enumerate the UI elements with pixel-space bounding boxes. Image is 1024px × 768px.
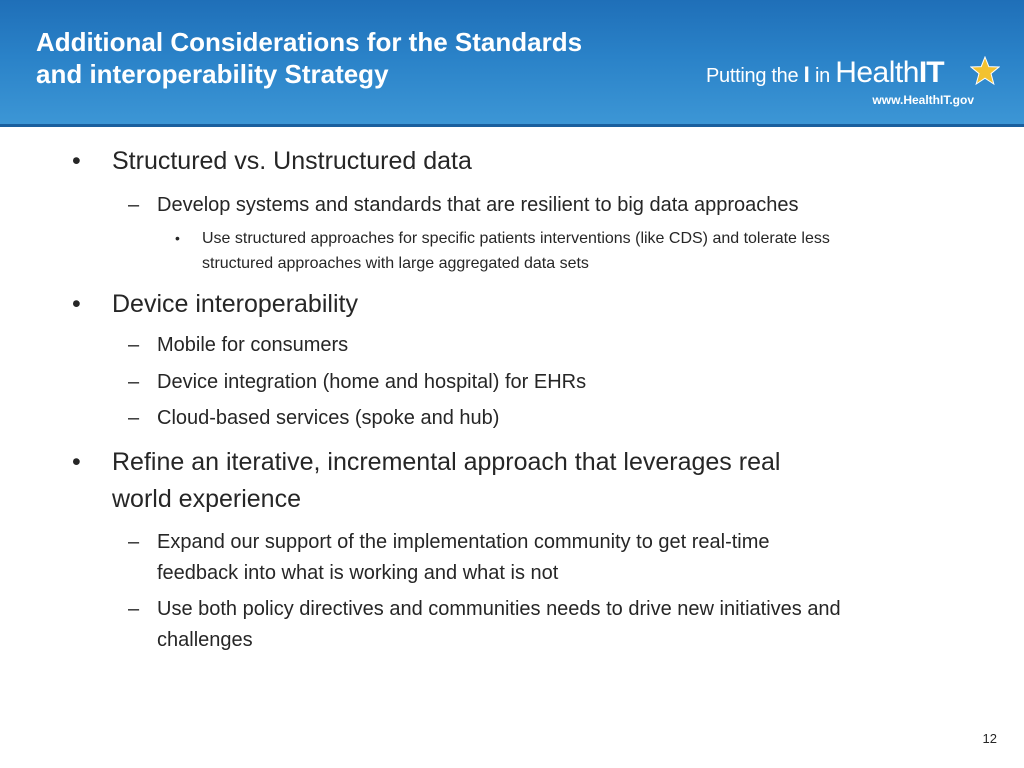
dash-symbol: – xyxy=(128,407,140,429)
slide-title-line-1: Additional Considerations for the Standards xyxy=(36,27,583,57)
bullet-text-line-2: structured approaches with large aggregated data sets xyxy=(202,255,589,272)
bullet-text-line-1: Expand our support of the implementation community to get real-time xyxy=(157,531,770,553)
bullet-text: Structured vs. Unstructured data xyxy=(112,147,472,175)
bullet-text-line-1: Use both policy directives and communities needs to drive new initiatives and xyxy=(157,598,841,620)
dash-symbol: – xyxy=(128,334,140,356)
dash-symbol: – xyxy=(128,598,140,620)
bullet-text: Device interoperability xyxy=(112,290,358,318)
dash-symbol: – xyxy=(128,531,140,553)
bullet-text: Cloud-based services (spoke and hub) xyxy=(157,407,500,429)
logo-it-text: IT xyxy=(918,56,944,89)
slide-title-line-2: and interoperability Strategy xyxy=(36,59,389,89)
logo-url: www.HealthIT.gov xyxy=(872,93,974,107)
bullet-text-line-2: feedback into what is working and what is not xyxy=(157,562,559,584)
bullet-text-line-2: challenges xyxy=(157,629,253,651)
bullet-symbol: • xyxy=(72,290,81,318)
logo-health-text: Health xyxy=(835,56,919,89)
bullet-text xyxy=(157,594,987,656)
bullet-text: Device integration (home and hospital) for EHRs xyxy=(157,371,587,393)
bullet-text xyxy=(202,226,992,276)
logo-in-text: in xyxy=(809,65,836,87)
bullet-symbol: • xyxy=(175,230,180,246)
dash-symbol: – xyxy=(128,371,140,393)
dash-symbol: – xyxy=(128,194,140,216)
bullet-text-line-2: world experience xyxy=(112,485,301,513)
page-number: 12 xyxy=(982,731,997,746)
bullet-text: Develop systems and standards that are resilient to big data approaches xyxy=(157,194,799,216)
logo-i-text: I xyxy=(803,62,810,87)
bullet-symbol: • xyxy=(72,147,81,175)
bullet-text-line-1: Refine an iterative, incremental approach that leverages real xyxy=(112,448,781,476)
bullet-text xyxy=(112,444,982,518)
bullet-symbol: • xyxy=(72,448,81,476)
logo-putting-text: Putting the xyxy=(706,65,804,87)
bullet-text-line-1: Use structured approaches for specific patients interventions (like CDS) and tolerate less xyxy=(202,230,830,247)
bullet-text: Mobile for consumers xyxy=(157,334,349,356)
bullet-text xyxy=(157,527,987,589)
